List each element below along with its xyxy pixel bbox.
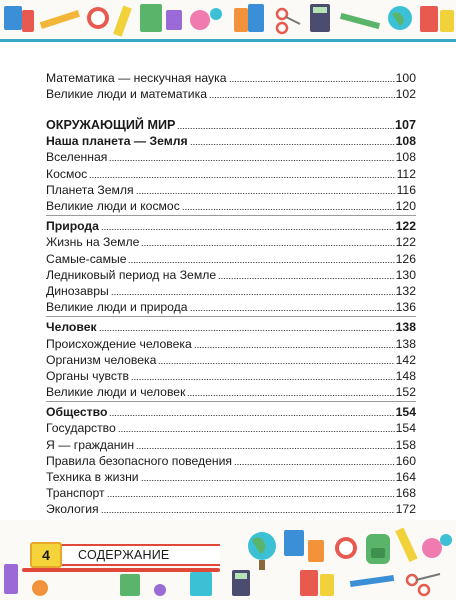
toc-entry-page: 148	[395, 368, 416, 383]
dot-leader	[218, 270, 395, 280]
toc-entry	[46, 70, 416, 86]
toc-entry-title: Планета Земля	[46, 182, 134, 197]
school-supplies-pattern-top	[0, 0, 456, 42]
dot-leader	[190, 136, 395, 146]
toc-entry	[46, 267, 416, 283]
alarm-clock-icon	[335, 537, 357, 559]
toc-entry-page: 116	[396, 182, 416, 197]
dot-leader	[107, 488, 395, 498]
section-divider	[46, 215, 416, 216]
dot-leader	[141, 472, 395, 482]
toc-entry	[46, 352, 416, 368]
ruler-icon	[395, 527, 418, 562]
toc-entry-title: ОКРУЖАЮЩИЙ МИР	[46, 118, 176, 133]
toc-part-heading	[46, 117, 416, 133]
notebook-icon	[140, 4, 182, 32]
toc-entry	[46, 299, 416, 315]
toc-entry	[46, 234, 416, 250]
toc-entry-page: 154	[395, 421, 416, 436]
toc-entry-title: Космос	[46, 166, 88, 181]
toc-entry-page: 138	[395, 336, 416, 351]
toc-entry-title: Экология	[46, 502, 99, 517]
toc-entry	[46, 469, 416, 485]
footer-stripe	[22, 568, 220, 572]
toc-entry	[46, 384, 416, 400]
dot-leader	[89, 169, 395, 179]
toc-entry-page: 168	[395, 486, 416, 501]
toc-entry	[46, 182, 416, 198]
toc-entry-title: Математика — нескучная наука	[46, 71, 227, 86]
notebook-icon	[284, 530, 324, 562]
toc-entry	[46, 501, 416, 517]
books-icon	[234, 4, 264, 32]
toc-entry-title: Великие люди и космос	[46, 199, 180, 213]
books-icon	[4, 6, 34, 32]
toc-entry-page: 158	[395, 437, 416, 452]
dot-leader	[118, 423, 395, 433]
pencil-icon	[40, 10, 80, 29]
toc-entry-title: Организм человека	[46, 352, 157, 367]
toc-chapter-heading	[46, 319, 416, 335]
toc-chapter-heading	[46, 404, 416, 420]
toc-entry-page: 142	[395, 352, 416, 367]
toc-entry-page: 160	[395, 453, 416, 468]
dot-leader	[158, 355, 394, 365]
dot-leader	[136, 440, 395, 450]
toc-entry	[46, 283, 416, 299]
toc-entry-title: Самые-самые	[46, 251, 127, 266]
dot-leader	[209, 89, 395, 99]
toc-entry-page: 102	[395, 87, 416, 102]
toc-entry-title: Вселенная	[46, 150, 108, 165]
toc-entry-page: 107	[394, 118, 416, 133]
toc-entry-page: 112	[396, 166, 416, 181]
toc-entry-title: Природа	[46, 219, 99, 234]
books-icon	[4, 564, 18, 594]
dot-leader	[182, 201, 395, 211]
toc-entry-title: Транспорт	[46, 486, 105, 501]
toc-entry	[46, 335, 416, 351]
toc-chapter-heading	[46, 133, 416, 149]
dot-leader	[229, 73, 395, 83]
toc-entry	[46, 86, 416, 102]
books-icon	[300, 570, 334, 596]
toc-entry-page: 154	[395, 405, 416, 420]
page-footer	[22, 542, 222, 570]
toc-entry-page: 126	[395, 251, 416, 266]
dot-leader	[177, 120, 394, 130]
toc-chapter-heading	[46, 218, 416, 234]
backpack-icon	[366, 534, 390, 564]
toc-entry-title: Динозавры	[46, 283, 109, 298]
notebook-icon	[120, 572, 212, 596]
toc-entry-title: Техника в жизни	[46, 470, 139, 484]
dot-leader	[99, 322, 395, 332]
dot-leader	[128, 254, 394, 264]
toc-entry	[46, 149, 416, 165]
toc-entry-page: 164	[395, 470, 416, 484]
toc-entry-page: 132	[395, 283, 416, 298]
toc-entry-title: Органы чувств	[46, 368, 130, 383]
toc-entry-title: Общество	[46, 405, 108, 420]
toc-entry-page: 136	[395, 300, 416, 315]
toc-entry-title: Правила безопасного поведения	[46, 453, 233, 468]
toc-entry-title: Великие люди и природа	[46, 300, 188, 315]
toc-entry-page: 120	[395, 199, 416, 213]
paint-icon	[190, 8, 222, 30]
toc-entry-title: Великие люди и математика	[46, 87, 207, 102]
toc-entry-title: Наша планета — Земля	[46, 134, 188, 149]
dot-leader	[109, 407, 394, 417]
toc-entry	[46, 453, 416, 469]
dot-leader	[136, 185, 396, 195]
dot-leader	[109, 152, 394, 162]
toc-entry-title: Жизнь на Земле	[46, 235, 140, 250]
section-divider	[46, 401, 416, 402]
globe-icon	[248, 532, 276, 570]
calculator-icon	[232, 570, 250, 596]
toc-entry-page: 122	[395, 219, 416, 234]
ruler-icon	[113, 6, 132, 37]
table-of-contents	[46, 70, 416, 534]
section-label: СОДЕРЖАНИЕ	[78, 548, 170, 562]
dot-leader	[187, 387, 394, 397]
section-divider	[46, 316, 416, 317]
toc-entry-page: 108	[395, 134, 416, 149]
toc-entry-page: 100	[395, 71, 416, 86]
dot-leader	[234, 456, 395, 466]
toc-entry-title: Ледниковый период на Земле	[46, 267, 217, 282]
scissors-icon	[277, 9, 300, 33]
toc-entry-title: Я — гражданин	[46, 437, 135, 452]
toc-entry	[46, 368, 416, 384]
toc-entry-page: 138	[395, 320, 416, 335]
globe-icon	[388, 6, 412, 30]
dot-leader	[190, 302, 395, 312]
paint-icon	[32, 580, 166, 596]
toc-entry-title: Великие люди и человек	[46, 385, 186, 400]
toc-entry-title: Происхождение человека	[46, 336, 192, 351]
dot-leader	[101, 221, 395, 231]
toc-entry	[46, 420, 416, 436]
dot-leader	[141, 237, 394, 247]
toc-entry-page: 108	[395, 150, 416, 165]
toc-entry-page: 172	[395, 502, 416, 517]
dot-leader	[101, 504, 395, 514]
toc-entry-page: 130	[395, 267, 416, 282]
top-decoration-band	[0, 0, 456, 42]
pencil-icon	[340, 13, 380, 29]
toc-entry-title: Государство	[46, 421, 116, 436]
toc-entry	[46, 436, 416, 452]
toc-entry	[46, 485, 416, 501]
pencil-icon	[350, 575, 394, 587]
calculator-icon	[310, 4, 330, 32]
toc-entry-page: 152	[395, 385, 416, 400]
toc-entry	[46, 250, 416, 266]
toc-spacer	[46, 102, 416, 117]
dot-leader	[111, 286, 395, 296]
toc-entry-page: 122	[395, 235, 416, 250]
dot-leader	[131, 371, 395, 381]
paint-icon	[422, 534, 452, 558]
toc-entry-title: Человек	[46, 320, 97, 335]
toc-entry	[46, 165, 416, 181]
alarm-clock-icon	[87, 7, 109, 29]
toc-entry	[46, 198, 416, 214]
dot-leader	[194, 339, 395, 349]
scissors-icon	[407, 574, 440, 595]
notebook-icon	[420, 6, 454, 32]
page-number: 4	[30, 542, 62, 568]
